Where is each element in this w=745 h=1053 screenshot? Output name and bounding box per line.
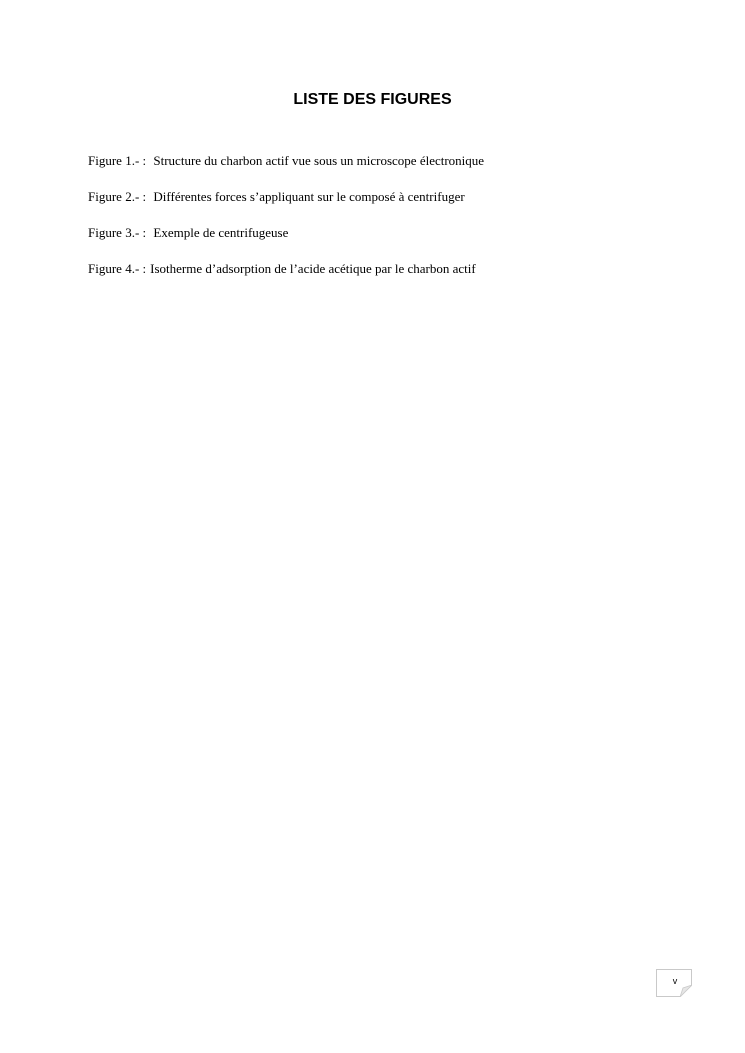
page-title: LISTE DES FIGURES bbox=[293, 91, 452, 108]
figure-caption: Différentes forces s’appliquant sur le composé à centrifuger bbox=[150, 189, 465, 204]
figure-caption: Structure du charbon actif vue sous un microscope électronique bbox=[150, 153, 485, 168]
figure-list-item-4 bbox=[88, 260, 708, 296]
figure-list-item-1 bbox=[88, 152, 708, 188]
page-number-box bbox=[656, 969, 692, 997]
page-curl-icon bbox=[680, 985, 692, 997]
figure-label: Figure 1.- : bbox=[88, 153, 147, 168]
figure-list-item-2 bbox=[88, 188, 708, 224]
figure-caption: Isotherme d’adsorption de l’acide acétique par le charbon actif bbox=[150, 261, 476, 276]
figure-label: Figure 3.- : bbox=[88, 225, 147, 240]
figure-caption: Exemple de centrifugeuse bbox=[150, 225, 289, 240]
figure-label: Figure 2.- : bbox=[88, 189, 147, 204]
page-number: v bbox=[672, 976, 678, 986]
figure-list bbox=[88, 152, 708, 296]
figure-label: Figure 4.- : bbox=[88, 261, 147, 276]
figure-list-item-3 bbox=[88, 224, 708, 260]
